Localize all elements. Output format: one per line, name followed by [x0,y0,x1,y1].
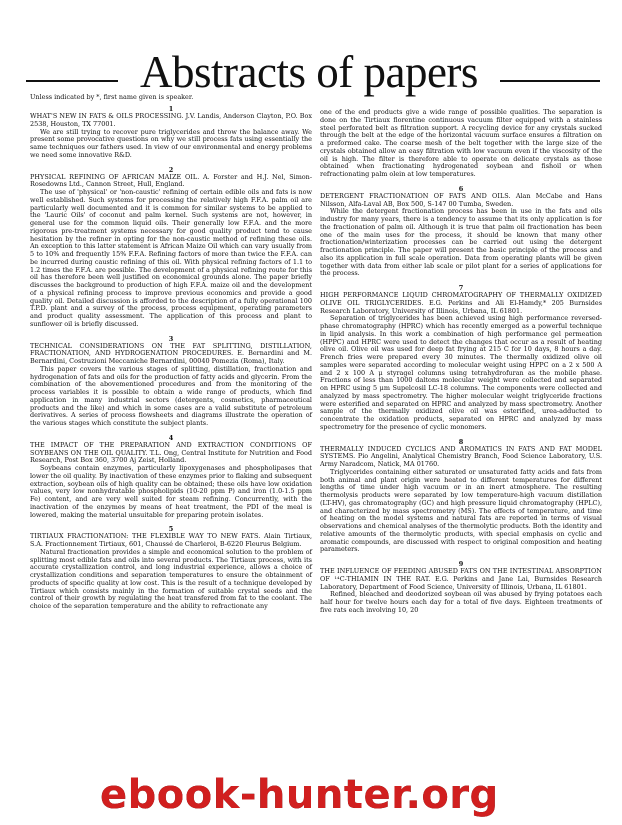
abstract-authors: E.G. Perkins and Jane Lai, Burnsides Research Laboratory, Department of Food Science, University of Illinois, Urbana, IL 61801. [320,574,603,591]
abstract-authors: E. Bernardini and M. Bernardini, Costruzioni Meccaniche Bernardini, 00040 Pomezia (Roma), Italy. [30,349,313,365]
abstract-body: Separation of triglycerides has been achieved using high performance reversed-phase chromatography (HPRC) which has recently emerged as a powerful technique in lipid analysis. In this work a combination of high performance gel permeation (HPPC) and HPRC were used to detect the changes that occur as a result of heating olive oil. Olive oil was used for deep fat frying at 215 C for 10 days, 8 hours a day. French fries were prepared every 30 minutes. The thermally oxidized olive oil samples were separated according to molecular weight using HPPC on a 2 x 500 A and 2 x 100 A μ styragel columns using tetrahydrofuran as the mobile phase. Fractions of less than 1000 daltons molecular weight were collected and separated on HPRC using 5 μm Supelcosil LC-18 columns. The components were collected and analyzed by mass spectrometry. The higher molecular weight triglyceride fractions were esterified and separated on HPRC and analyzed by mass spectrometry. Another sample of the thermally oxidized olive oil was esterified, urea-adducted to concentrate the oxidation products, separated on HPRC and analyzed by mass spectrometry for the presence of cyclic monomers. [320,314,602,431]
abstract-entry [30,105,312,160]
abstract-entry [320,109,602,179]
abstract-entry [320,284,602,432]
abstract-number: 5 [168,525,174,534]
watermark-text-a: ebook-hunter [100,772,406,818]
abstract-heading [320,193,602,209]
abstract-heading [30,343,312,366]
left-column [30,93,312,617]
abstract-title: THE INFLUENCE OF FEEDING ABUSED FATS ON THE INTESTINAL ABSORPTION OF ¹⁴C-THIAMIN IN THE RAT. [320,567,602,583]
left-abstract-list [30,105,312,611]
abstract-title: HIGH PERFORMANCE LIQUID CHROMATOGRAPHY OF THERMALLY OXIDIZED OLIVE OIL TRIGLYCERIDES. [320,291,602,307]
page-title: Abstracts of papers [140,47,478,97]
abstract-body: Natural fractionation provides a simple and economical solution to the problem of splitting most edible fats and oils into several products. The Tirtiaux process, with its accurate crystallization control, and long industrial experience, allows a choice of crystallization conditions and separation temperatures to ensure the obtainment of products of specific quality at low cost. This is the result of a technique developed by Tirtiaux which consists mainly in the formation of suitable crystal seeds and the control of their growth by regulating the heat transfered from fat to the coolant. The choice of the separation temperature and the ability to refractionate any [30,547,312,610]
abstract-title: PHYSICAL REFINING OF AFRICAN MAIZE OIL. [30,172,200,181]
abstract-authors: T.L. Ong, Central Institute for Nutrition and Food Research, Post Box 360, 3700 Aj Zeist, Holland. [30,448,313,465]
abstract-entry [320,185,602,278]
abstract-heading [320,446,602,469]
abstract-entry [30,434,312,520]
abstract-body: one of the end products give a wide range of possible qualities. The separation is done on the Tirtiaux florentine continuous vacuum filter equipped with a stainless steel perforated belt as filtration support. A recycling device for any crystals sucked through the belt at the edge of the horizontal vacuum surface ensures a filtration on a preformed cake. The coarse mesh of the belt together with the large size of the crystals obtained allow an easy filtration with low vacuum even if the viscosity of the oil is high. The filter is therefore able to operate on delicate crystals as those obtained when fractionating hydrogenated soybean and fishoil or when refractionating palm olein at low temperatures. [320,108,602,178]
abstract-authors: J.V. Landis, Anderson Clayton, P.O. Box 2538, Houston, TX 77001. [30,112,313,128]
speaker-note: Unless indicated by *, first name given is speaker. [30,93,194,101]
abstract-title: THE IMPACT OF THE PREPARATION AND EXTRACTION CONDITIONS OF SOYBEANS ON THE OIL QUALITY. [30,440,312,457]
abstract-heading [30,174,312,190]
right-abstract-list [320,109,602,615]
page-header [0,44,622,100]
abstract-authors: Pio Angelini, Analytical Chemistry Branch, Food Science Laboratory, U.S. Army Naradcom, Natick, MA 01760. [320,452,603,468]
abstract-number: 1 [168,105,174,113]
abstract-body: This paper covers the various stages of splitting, distillation, fractionation and hydrogenation of fats and oils for the production of fatty acids and glycerin. From the combination of the abovementioned procedures and from the monitoring of the process variables it is possible to obtain a wide range of products, which find application in many industrial sectors (detergents, cosmetics, pharmaceutical products and the like) and which in some cases are a valid substitute of petroleum derivatives. A series of process flowsheets and diagrams illustrate the operation of the various stages which constitute the subject plants. [30,364,312,427]
abstract-authors: A. Forster and H.J. Nel, Simon-Rosedowns Ltd., Cannon Street, Hull, England. [30,172,313,189]
abstract-title: TIRTIAUX FRACTIONATION: THE FLEXIBLE WAY TO NEW FATS. [30,532,261,541]
abstract-authors: Alain Tirtiaux, S.A. Fractionnement Tirtiaux, 601, Chaussé de Charleroi, B-6220 Fleurus Belgium. [30,532,312,548]
abstract-number: 4 [168,433,174,442]
abstract-body: Refined, bleached and deodorized soybean oil was abused by frying potatoes each half hour for twelve hours each day for a total of five days. Eighteen treatments of five rats each involving 10, 20 [320,590,602,614]
abstract-title: DETERGENT FRACTIONATION OF FATS AND OILS. [320,191,511,200]
abstract-authors: E.G. Perkins and Ali El-Hamdy,* 205 Burnsides Research Laboratory, University of Illinois, Urbana, IL 61801. [320,298,602,315]
abstract-heading [30,442,312,465]
abstract-entry [320,560,602,615]
abstract-number: 6 [458,184,464,193]
title-rule-right [500,80,600,82]
abstract-title: TECHNICAL CONSIDERATIONS ON THE FAT SPLITTING, DISTILLATION, FRACTIONATION, AND HYDROGENATION PROCEDURES. [30,341,312,358]
abstract-body: Soybeans contain enzymes, particularly lipoxygenases and phospholipases that lower the oil quality. By inactivation of these enzymes prior to flaking and subsequent extraction, soybean oils of high quality can be obtained; these oils have low oxidation values, very low nonhydratable phospholipids (10-20 ppm P) and iron (1.0-1.5 ppm Fe) content, and are very well suited for steam refining. Concurrently, with the inactivation of the enzymes by means of heat treatment, the PDI of the meal is lowered, making the material unsuitable for preparing protein isolates. [30,464,312,519]
abstract-title: WHAT'S NEW IN FATS & OILS PROCESSING. [30,112,184,120]
abstract-heading [320,292,602,315]
title-rule-left [26,80,118,82]
abstract-authors: Alan McCabe and Hans Nilsson, Alfa-Laval AB, Box 500, S-147 00 Tumba, Sweden. [320,191,602,208]
abstract-heading [320,568,602,591]
abstract-body: The use of 'physical' or 'non-caustic' refining of certain edible oils and fats is now well established. Such systems for processing the relatively high F.F.A. palm oil are particularly well documented and it is common for similar systems to be applied to the 'Lauric Oils' of coconut and palm kernel. Such systems are not, however, in general use for the common liquid oils. Their generally low F.F.A. and the more rigorous pre-treatment systems necessary for good quality product tend to cause hesitation by the refiner in opting for the non-caustic method of refining these oils. An exception to this latter statement is African Maize Oil which can vary usually from 5 to 10% and frequently 15% F.F.A. Refining factors of more than twice the F.F.A. can be incurred during caustic refining of this oil. With physical refining factors of 1.1 to 1.2 times the F.F.A. are possible. The development of a physical refining route for this oil has therefore been well justified on economical grounds alone. The paper briefly discusses the background to production of high F.F.A. maize oil and the development of a physical refining process to improve previous economics and provide a good quality oil. Detailed discussion is afforded to the description of a fully operational 100 T.P.D. plant and a survey of the process, process equipment, operating parameters and product quality assessment. The application of this process and plant to sunflower oil is briefly discussed. [30,188,312,328]
watermark-text-b: .org [405,772,499,818]
abstract-heading [30,533,312,549]
watermark [100,772,600,818]
abstract-number: 2 [168,165,174,174]
abstract-number: 9 [458,560,464,568]
abstract-body: Triglycerides containing either saturated or unsaturated fatty acids and fats from both animal and plant origin were heated to different temperatures for different lengths of time under high vacuum or in an inert atmosphere. The resulting thermolysis products were separated by low temperature-high vacuum distillation (LT-HV), gas chromatography (GC) and high pressure liquid chromatography (HPLC), and characterized by mass spectrometry (MS). The effects of temperature, and time of heating on the model systems and natural fats are reported in terms of visual observations and chemical analyses of the thermolytic products. Both the identity and relative amounts of the thermolytic products, with special emphasis on cyclic and aromatic compounds, are discussed with respect to original composition and heating parameters. [320,467,602,554]
right-column [320,109,602,621]
abstract-entry [30,525,312,611]
abstract-number: 7 [458,284,464,292]
watermark-text [100,772,499,818]
abstract-title: THERMALLY INDUCED CYCLICS AND AROMATICS IN FATS AND FAT MODEL SYSTEMS. [320,444,602,461]
abstract-number: 3 [168,334,174,343]
abstract-heading [30,113,312,129]
abstract-entry [30,166,312,329]
abstract-number: 8 [458,437,464,446]
abstract-body: While the detergent fractionation process has been in use in the fats and oils industry for many years, there is a tendency to assume that its only application is for the fractionation of palm oil. Although it is true that palm oil fractionation has been one of the main uses for the process, it should be known that many other fractionation/winterization processes can be carried out using the detergent fractionation principle. The paper will present the basic principle of the process and also its application in full scale operation. Data from operating plants will be given together with data from either lab scale or pilot plant for a series of applications for the process. [320,207,602,278]
abstract-entry [30,335,312,428]
abstract-entry [320,438,602,555]
abstract-body: We are still trying to recover pure triglycerides and throw the balance away. We present some provocative questions on why we still process fats using essentially the same techniques our fathers used. In view of our environmental and energy problems we need some innovative R&D. [30,127,312,159]
